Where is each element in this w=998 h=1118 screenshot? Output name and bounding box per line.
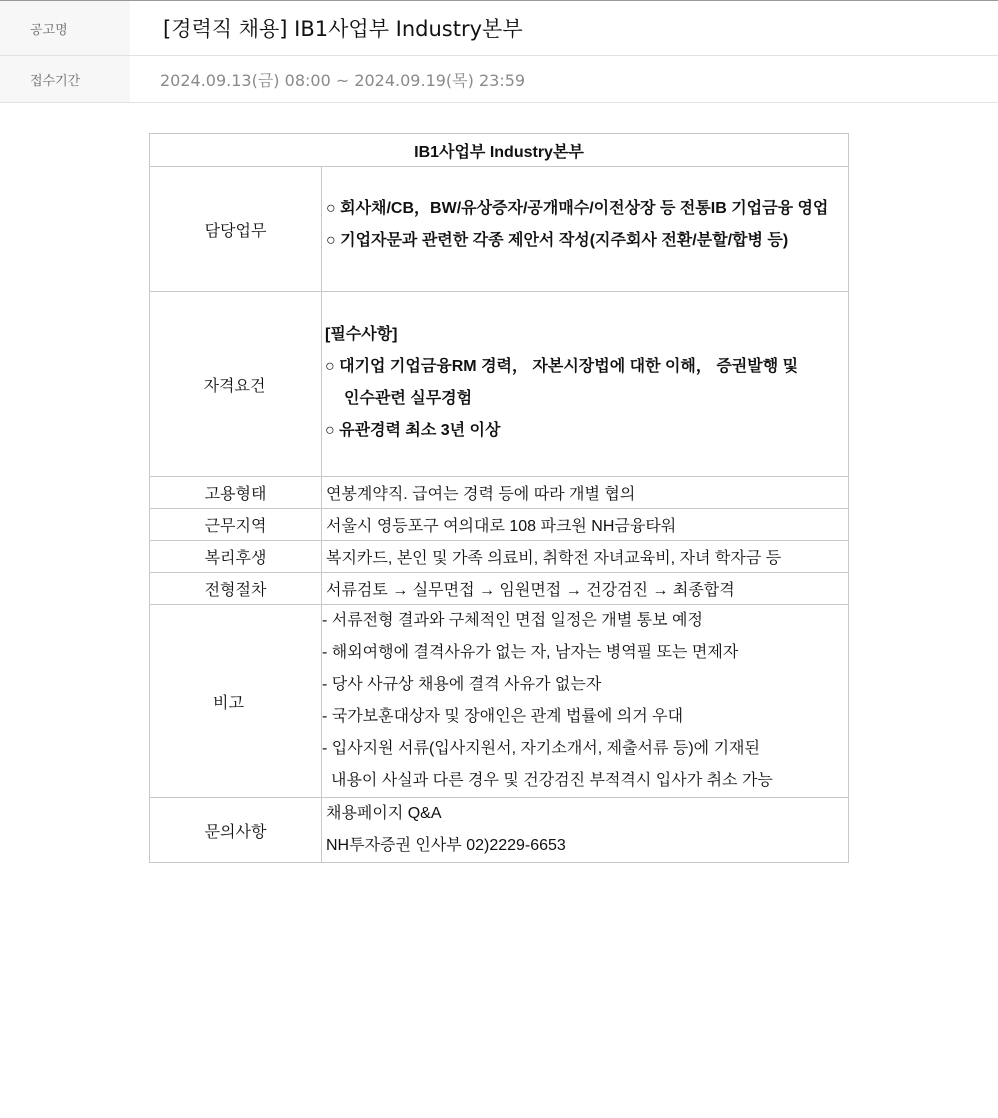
note-line: 내용이 사실과 다른 경우 및 건강검진 부적격시 입사가 취소 가능 <box>331 772 773 789</box>
requirements-row <box>150 292 849 477</box>
employment-row <box>150 477 849 509</box>
department-heading: IB1사업부 Industry본부 <box>150 134 849 167</box>
posting-title: [경력직 채용] IB1사업부 Industry본부 <box>163 17 523 41</box>
job-table <box>149 133 849 863</box>
process-row <box>150 573 849 605</box>
requirements-cell <box>322 292 849 477</box>
location-label: 근무지역 <box>150 509 322 541</box>
period-label: 접수기간 <box>0 56 130 102</box>
application-period: 2024.09.13(금) 08:00 ~ 2024.09.19(목) 23:59 <box>160 70 526 90</box>
duty-cell <box>322 167 849 292</box>
requirements-label: 자격요건 <box>150 292 322 477</box>
note-line: - 해외여행에 결격사유가 없는 자, 남자는 병역필 또는 면제자 <box>322 644 739 661</box>
requirement-line: 인수관련 실무경험 <box>344 390 473 407</box>
note-line: - 입사지원 서류(입사지원서, 자기소개서, 제출서류 등)에 기재된 <box>322 740 760 757</box>
benefits-label: 복리후생 <box>150 541 322 573</box>
requirements-heading: [필수사항] <box>325 326 398 343</box>
period-row <box>0 56 998 103</box>
benefits-value: 복지카드, 본인 및 가족 의료비, 취학전 자녀교육비, 자녀 학자금 등 <box>322 541 849 573</box>
notes-label: 비고 <box>150 605 322 798</box>
requirement-line: ○ 대기업 기업금융RM 경력， 자본시장법에 대한 이해， 증권발행 및 <box>325 358 799 375</box>
title-row <box>0 1 998 56</box>
duty-row <box>150 167 849 292</box>
posting-header <box>0 0 998 103</box>
contact-line: NH투자증권 인사부 02)2229-6653 <box>326 837 566 854</box>
note-line: - 서류전형 결과와 구체적인 면접 일정은 개별 통보 예정 <box>322 612 703 629</box>
job-description <box>149 133 849 863</box>
duty-label: 담당업무 <box>150 167 322 292</box>
notes-row <box>150 605 849 798</box>
title-label: 공고명 <box>0 1 130 55</box>
notes-cell <box>322 605 849 798</box>
location-value: 서울시 영등포구 여의대로 108 파크원 NH금융타워 <box>322 509 849 541</box>
note-line: - 당사 사규상 채용에 결격 사유가 없는자 <box>322 676 602 693</box>
duty-line: ○ 기업자문과 관련한 각종 제안서 작성(지주회사 전환/분할/합병 등) <box>326 232 789 249</box>
requirement-line: ○ 유관경력 최소 3년 이상 <box>325 422 501 439</box>
process-value: 서류검토 → 실무면접 → 임원면접 → 건강검진 → 최종합격 <box>322 573 849 605</box>
contact-row <box>150 798 849 863</box>
benefits-row <box>150 541 849 573</box>
contact-label: 문의사항 <box>150 798 322 863</box>
contact-line: 채용페이지 Q&A <box>326 805 442 822</box>
note-line: - 국가보훈대상자 및 장애인은 관계 법률에 의거 우대 <box>322 708 684 725</box>
location-row <box>150 509 849 541</box>
process-label: 전형절차 <box>150 573 322 605</box>
contact-cell <box>322 798 849 863</box>
employment-label: 고용형태 <box>150 477 322 509</box>
employment-value: 연봉계약직. 급여는 경력 등에 따라 개별 협의 <box>322 477 849 509</box>
duty-line: ○ 회사채/CB，BW/유상증자/공개매수/이전상장 등 전통IB 기업금융 영업 <box>326 200 829 217</box>
